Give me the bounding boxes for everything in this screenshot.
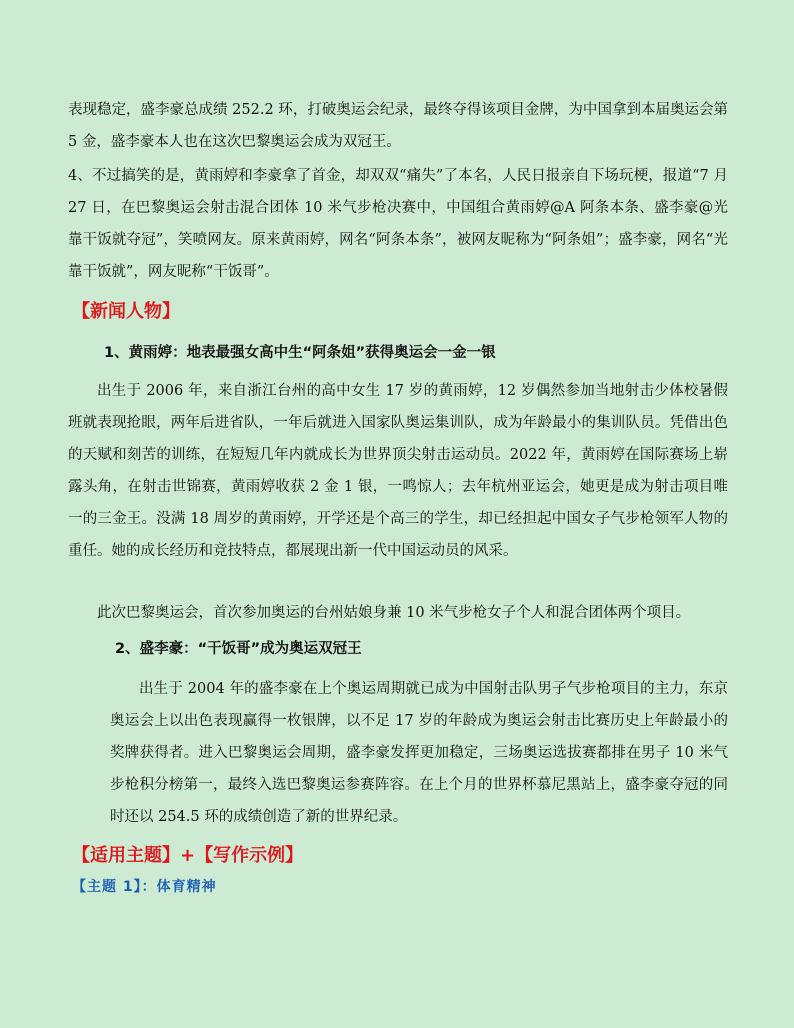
section-heading-themes: 【适用主题】+【写作示例】 [72, 845, 304, 866]
paragraph-huang-yuting-paris: 此次巴黎奥运会，首次参加奥运的台州姑娘身兼 10 米气步枪女子个人和混合团体两个项目。 [97, 605, 691, 621]
subheading-huang-yuting: 1、黄雨婷：地表最强女高中生“阿条姐”获得奥运会一金一银 [104, 345, 496, 361]
subheading-sheng-lihao: 2、盛李豪：“干饭哥”成为奥运双冠王 [115, 641, 362, 657]
paragraph-sheng-lihao-bio: 出生于 2004 年的盛李豪在上个奥运周期就已成为中国射击队男子气步枪项目的主力，东京奥运会上以出色表现赢得一枚银牌，以不足 17 岁的年龄成为奥运会射击比赛历史上年龄最小的奖牌获得者。进入巴黎奥运会周期，盛李豪发挥更加稳定，三场奥运选拔赛都排在男子 10 米气步枪积分榜第一，最终入选巴黎奥运参赛阵容。在上个月的世界杯慕尼黑站上，盛李豪夺冠的同时还以 254.5 环的成绩创造了新的世界纪录。 [110, 681, 728, 825]
section-heading-news-people: 【新闻人物】 [72, 301, 180, 322]
paragraph-record-result: 表现稳定，盛李豪总成绩 252.2 环，打破奥运会纪录，最终夺得该项目金牌，为中国拿到本届奥运会第 5 金，盛李豪本人也在这次巴黎奥运会成为双冠王。 [68, 102, 728, 150]
paragraph-huang-yuting-bio: 出生于 2006 年，来自浙江台州的高中女生 17 岁的黄雨婷，12 岁偶然参加当地射击少体校暑假班就表现抢眼，两年后进省队，一年后就进入国家队奥运集训队，成为年龄最小的集训队员。凭借出色的天赋和刻苦的训练，在短短几年内就成长为世界顶尖射击运动员。2022 年，黄雨婷在国际赛场上崭露头角，在射击世锦赛，黄雨婷收获 2 金 1 银，一鸣惊人；去年杭州亚运会，她更是成为射击项目唯一的三金王。没满 18 周岁的黄雨婷，开学还是个高三的学生，却已经担起中国女子气步枪领军人物的重任。她的成长经历和竞技特点，都展现出新一代中国运动员的风采。 [68, 383, 728, 559]
paragraph-nicknames: 4、不过搞笑的是，黄雨婷和李豪拿了首金，却双双“痛失”了本名，人民日报亲自下场玩梗，报道“7 月 27 日，在巴黎奥运会射击混合团体 10 米气步枪决赛中，中国组合黄雨婷@A 阿条本条、盛李豪@光靠干饭就夺冠”，笑喷网友。原来黄雨婷，网名“阿条本条”，被网友昵称为“阿条姐”；盛李豪，网名“光靠干饭就”，网友昵称“干饭哥”。 [68, 168, 728, 280]
theme-label-sports-spirit: 【主题 1】：体育精神 [72, 879, 217, 895]
